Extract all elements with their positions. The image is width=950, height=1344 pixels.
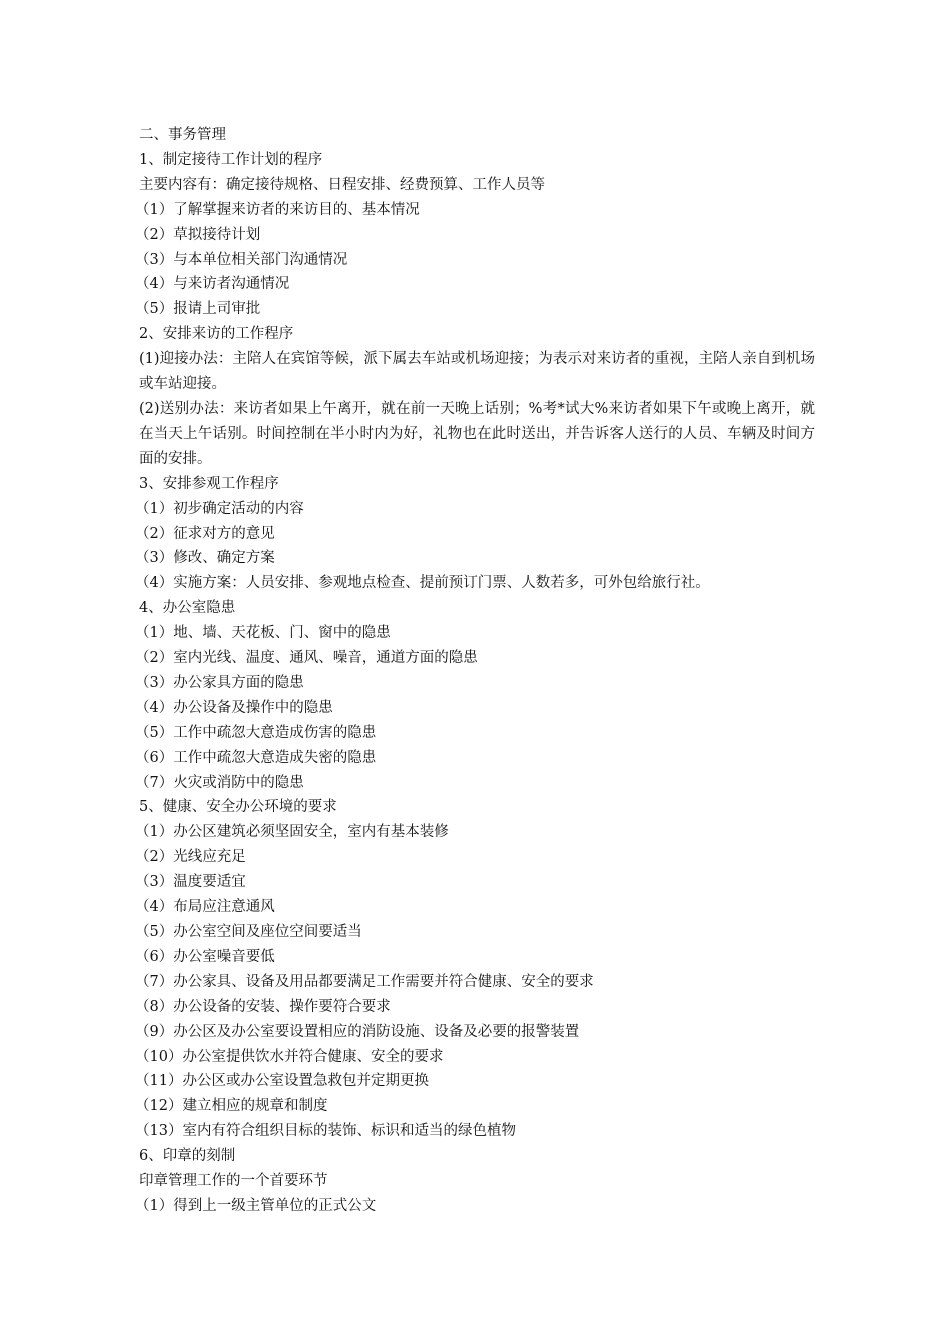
environment-item: （5）办公室空间及座位空间要适当: [135, 924, 362, 940]
section-title: 二、事务管理: [139, 127, 226, 143]
reception-plan-item: （4）与来访者沟通情况: [135, 276, 290, 293]
hazard-item: （1）地、墙、天花板、门、窗中的隐患: [135, 625, 391, 642]
seal-engraving-item: （1）得到上一级主管单位的正式公文: [135, 1197, 377, 1214]
environment-item: （8）办公设备的安装、操作要符合要求: [135, 998, 391, 1015]
reception-plan-item: （1）了解掌握来访者的来访目的、基本情况: [135, 201, 420, 218]
heading-seal-engraving: 6、印章的刻制: [139, 1148, 236, 1165]
heading-visit-arrangement: 2、安排来访的工作程序: [139, 326, 294, 343]
heading-tour-arrangement: 3、安排参观工作程序: [139, 475, 279, 492]
environment-item: （6）办公室噪音要低: [135, 948, 275, 965]
tour-item: （4）实施方案：人员安排、参观地点检查、提前预订门票、人数若多，可外包给旅行社。: [135, 575, 710, 592]
hazard-item: （4）办公设备及操作中的隐患: [135, 699, 333, 716]
reception-plan-item: （3）与本单位相关部门沟通情况: [135, 251, 348, 268]
tour-item: （3）修改、确定方案: [135, 550, 275, 567]
environment-item: （2）光线应充足: [135, 849, 246, 866]
reception-plan-item: （2）草拟接待计划: [135, 226, 261, 243]
environment-item: （4）布局应注意通风: [135, 899, 275, 916]
environment-item: （10）办公室提供饮水并符合健康、安全的要求: [135, 1048, 444, 1065]
hazard-item: （7）火灾或消防中的隐患: [135, 774, 304, 791]
environment-item: （1）办公区建筑必须坚固安全，室内有基本装修: [135, 824, 449, 841]
environment-item: （7）办公家具、设备及用品都要满足工作需要并符合健康、安全的要求: [135, 973, 594, 990]
paragraph-welcome-method: (1)迎接办法：主陪人在宾馆等候，派下属去车站或机场迎接；为表示对来访者的重视，主陪人亲自到机场或车站迎接。: [139, 351, 815, 393]
hazard-item: （5）工作中疏忽大意造成伤害的隐患: [135, 724, 377, 741]
reception-plan-intro: 主要内容有：确定接待规格、日程安排、经费预算、工作人员等: [139, 176, 545, 193]
heading-office-environment: 5、健康、安全办公环境的要求: [139, 799, 337, 816]
document-page: [135, 123, 815, 1219]
environment-item: （13）室内有符合组织目标的装饰、标识和适当的绿色植物: [135, 1123, 516, 1140]
environment-item: （9）办公区及办公室要设置相应的消防设施、设备及必要的报警装置: [135, 1023, 580, 1040]
tour-item: （2）征求对方的意见: [135, 525, 275, 542]
hazard-item: （3）办公家具方面的隐患: [135, 674, 304, 691]
heading-reception-plan: 1、制定接待工作计划的程序: [139, 151, 323, 168]
environment-item: （3）温度要适宜: [135, 874, 246, 891]
environment-item: （11）办公区或办公室设置急救包并定期更换: [135, 1073, 429, 1090]
hazard-item: （2）室内光线、温度、通风、噪音，通道方面的隐患: [135, 650, 478, 667]
tour-item: （1）初步确定活动的内容: [135, 500, 304, 517]
paragraph-farewell-method: (2)送别办法：来访者如果上午离开，就在前一天晚上话别；%考*试大%来访者如果下午或晚上离开，就在当天上午话别。时间控制在半小时内为好，礼物也在此时送出，并告诉客人送行的人员、车辆及时间方面的安排。: [139, 400, 815, 467]
seal-engraving-intro: 印章管理工作的一个首要环节: [139, 1173, 328, 1190]
hazard-item: （6）工作中疏忽大意造成失密的隐患: [135, 749, 377, 766]
heading-office-hazards: 4、办公室隐患: [139, 600, 236, 617]
environment-item: （12）建立相应的规章和制度: [135, 1098, 328, 1115]
reception-plan-item: （5）报请上司审批: [135, 301, 261, 318]
